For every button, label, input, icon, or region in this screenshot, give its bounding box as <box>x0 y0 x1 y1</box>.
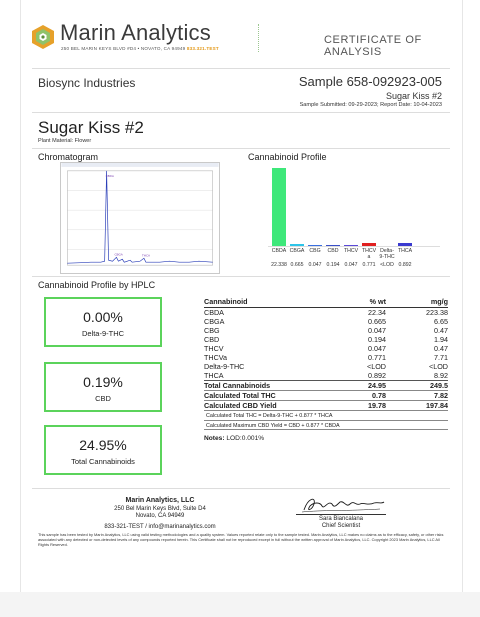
col-header-wt: % wt <box>330 296 386 307</box>
certificate-title: CERTIFICATE OF ANALYSIS <box>324 34 422 58</box>
table-cell: CBGA <box>204 316 225 326</box>
cannabinoid-profile-chart <box>268 162 440 274</box>
bar-value-label: 0.047 <box>344 262 358 268</box>
bar-category-label: CBG <box>309 248 321 254</box>
svg-text:CBGA: CBGA <box>114 252 123 257</box>
notes-value: LOD:0.001% <box>224 435 265 442</box>
table-row <box>204 344 448 353</box>
summary-label: CBD <box>95 394 111 403</box>
summary-box-cbd <box>44 362 162 412</box>
table-cell: 0.78 <box>330 390 386 400</box>
hplc-title: Cannabinoid Profile by HPLC <box>38 280 156 290</box>
bar-cbd <box>326 245 340 247</box>
bar-thcv <box>344 245 358 247</box>
bar-category-label: THCV <box>343 248 359 254</box>
table-cell: 19.78 <box>330 400 386 410</box>
results-body <box>204 307 448 380</box>
disclaimer: This sample has been tested by Marin Analytics, LLC using valid testing methodologies and a quality system. Values reported relate only to the sample tested. Marin Analytics, LLC makes no claims as to the efficacy, safety, or other risks associated with any detected or non-detected levels of any compounds reported herein. This Certificate shall not be reproduced except in full without the written approval of Marin Analytics, LLC. Copyright 2023 Marin Analytics, LLC All Rights Reserved. <box>38 532 444 547</box>
table-cell: Calculated CBD Yield <box>204 400 330 410</box>
chromatogram-title: Chromatogram <box>38 152 99 162</box>
bar-category-label: CBD <box>327 248 339 254</box>
bar-cbg <box>308 245 322 247</box>
col-header-mg: mg/g <box>386 296 448 307</box>
table-cell: 0.665 <box>368 316 386 326</box>
bar-cbga <box>290 244 304 246</box>
table-row <box>204 335 448 344</box>
formula-cbd-yield: Calculated Maximum CBD Yield = CBD + 0.877 * CBDA <box>204 420 448 430</box>
profile-title: Cannabinoid Profile <box>248 152 327 162</box>
notes <box>204 435 448 442</box>
page-edge-left <box>20 0 21 617</box>
bar-category-label: THCV a <box>361 248 377 260</box>
divider <box>32 276 450 277</box>
bar-value-label: <LOD <box>380 262 394 268</box>
table-cell: 6.65 <box>434 316 448 326</box>
table-cell: Calculated Total THC <box>204 390 330 400</box>
table-cell: <LOD <box>367 361 386 371</box>
summary-label: Delta-9-THC <box>81 329 125 338</box>
divider <box>32 68 450 69</box>
divider <box>32 112 450 113</box>
svg-text:THCA: THCA <box>141 253 151 258</box>
table-cell: THCVa <box>204 352 228 362</box>
bar-category-label: Delta- 9-THC <box>379 248 395 260</box>
signature-line <box>296 514 386 515</box>
table-row <box>204 307 448 317</box>
svg-text:CBDA: CBDA <box>105 173 114 178</box>
page-bottom-margin <box>0 592 480 617</box>
table-row <box>204 371 448 381</box>
table-cell: 8.92 <box>434 370 448 380</box>
summary-value: 0.19% <box>83 374 123 390</box>
table-cell: 0.047 <box>368 325 386 335</box>
bar-value-label: 0.892 <box>398 262 412 268</box>
sample-name: Sugar Kiss #2 <box>385 91 442 101</box>
table-cell: 223.38 <box>426 307 448 317</box>
divider <box>32 488 450 489</box>
product-name: Sugar Kiss #2 <box>38 118 144 137</box>
notes-label: Notes: <box>204 435 225 442</box>
table-cell: 0.47 <box>434 343 448 353</box>
table-cell: Total Cannabinoids <box>204 380 330 390</box>
summary-value: 0.00% <box>83 309 123 325</box>
table-cell: CBD <box>204 334 220 344</box>
bar-cbda <box>272 168 286 246</box>
signature-image <box>300 494 386 516</box>
header-separator <box>258 24 259 52</box>
col-header-cannabinoid: Cannabinoid <box>204 296 330 307</box>
table-cell: 24.95 <box>330 380 386 390</box>
table-cell: 0.47 <box>434 325 448 335</box>
table-cell: 22.34 <box>368 307 386 317</box>
brand-address: 250 BEL MARIN KEYS BLVD #D4 • NOVATO, CA 94949 833.321.TEST <box>61 46 219 51</box>
marin-logo-icon <box>30 24 56 50</box>
bar-value-label: 0.194 <box>326 262 340 268</box>
signer-name: Sara Biancalana <box>318 516 364 522</box>
table-cell: CBDA <box>204 307 224 317</box>
table-cell: CBG <box>204 325 220 335</box>
table-row <box>204 317 448 326</box>
lab-name: Marin Analytics, LLC <box>125 497 195 504</box>
bar-value-label: 0.047 <box>308 262 322 268</box>
formula-total-thc: Calculated Total THC = Delta-9-THC + 0.877 * THCA <box>204 410 448 420</box>
table-cell: 7.71 <box>434 352 448 362</box>
table-cell: THCV <box>204 343 224 353</box>
bar-thca <box>398 243 412 246</box>
signer-title: Chief Scientist <box>321 523 361 529</box>
brand-phone: 833.321.TEST <box>186 46 219 51</box>
bar-category-label: CBGA <box>289 248 305 254</box>
table-cell: 1.94 <box>434 334 448 344</box>
table-cell: <LOD <box>429 361 448 371</box>
bar-value-label: 0.665 <box>290 262 304 268</box>
chromatogram-image <box>60 162 220 274</box>
table-cell: 197.84 <box>386 400 448 410</box>
lab-address: 250 Bel Marin Keys Blvd, Suite D4 Novato, CA 94949 <box>114 506 206 519</box>
total-cannabinoids-row <box>204 380 448 390</box>
sample-id: Sample 658-092923-005 <box>298 74 442 89</box>
page-edge-right <box>462 0 463 617</box>
lab-contact: 833-321-TEST / info@marinanalytics.com <box>104 524 216 530</box>
sample-dates: Sample Submitted: 09-29-2023; Report Date: 10-04-2023 <box>299 102 442 108</box>
bar-category-label: THCA <box>397 248 413 254</box>
bar-category-label: CBDA <box>271 248 287 254</box>
brand-name: Marin Analytics <box>60 20 211 45</box>
summary-label: Total Cannabinoids <box>71 457 135 466</box>
summary-box-thc <box>44 297 162 347</box>
table-cell: 0.771 <box>368 352 386 362</box>
plant-material: Plant Material: Flower <box>38 138 92 144</box>
calc-cbd-yield-row <box>204 400 448 410</box>
table-cell: Delta-9-THC <box>204 361 245 371</box>
summary-box-total <box>44 425 162 475</box>
table-cell: 7.82 <box>386 390 448 400</box>
table-cell: 249.5 <box>386 380 448 390</box>
chart-baseline <box>268 246 440 247</box>
table-cell: 0.047 <box>368 343 386 353</box>
bar-value-label: 22.338 <box>271 262 287 268</box>
client-name: Biosync Industries <box>38 76 136 90</box>
table-header-row <box>204 296 448 307</box>
table-row <box>204 362 448 371</box>
summary-value: 24.95% <box>79 437 127 453</box>
table-row <box>204 326 448 335</box>
results-table <box>204 296 448 410</box>
bar-thcv-a <box>362 243 376 246</box>
table-cell: 0.194 <box>368 334 386 344</box>
results-table-wrap <box>204 296 448 442</box>
report-header <box>24 18 458 62</box>
divider <box>32 148 450 149</box>
table-cell: 0.892 <box>368 370 386 380</box>
table-cell: THCA <box>204 370 224 380</box>
table-row <box>204 353 448 362</box>
calc-total-thc-row <box>204 390 448 400</box>
bar-value-label: 0.771 <box>362 262 376 268</box>
